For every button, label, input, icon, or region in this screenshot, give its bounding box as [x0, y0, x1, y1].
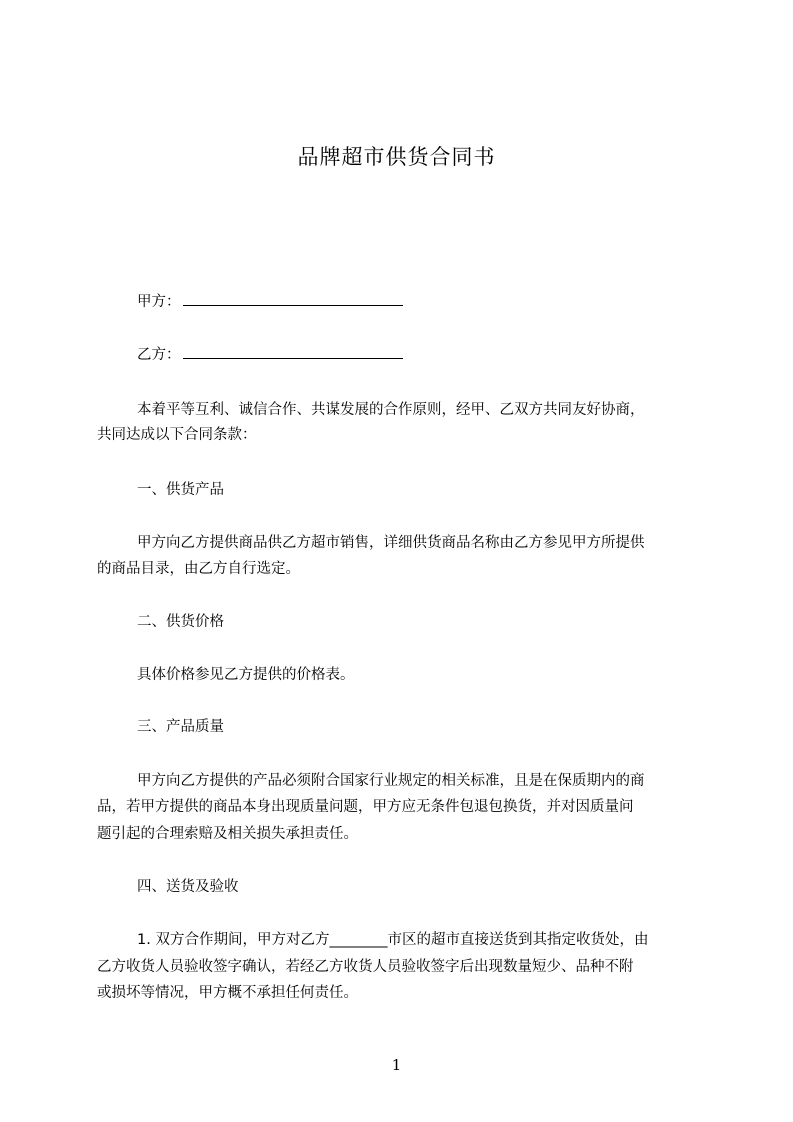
section-heading-product-quality: 三、产品质量: [137, 719, 224, 735]
intro-line-1: 本着平等互利、诚信合作、共谋发展的合作原则，经甲、乙双方共同友好协商，: [137, 402, 645, 418]
section-1-line-2: 的商品目录，由乙方自行选定。: [97, 561, 300, 577]
section-2-line-1: 具体价格参见乙方提供的价格表。: [137, 667, 355, 683]
section-3-line-2: 品，若甲方提供的商品本身出现质量问题，甲方应无条件包退包换货，并对因质量问: [97, 799, 634, 815]
party-a-label: 甲方：: [137, 294, 181, 310]
party-b-blank: [183, 344, 403, 359]
party-a-blank: [183, 291, 403, 306]
section-4-line-2: 乙方收货人员验收签字确认，若经乙方收货人员验收签字后出现数量短少、品种不附: [97, 959, 634, 975]
party-a-line: [137, 291, 742, 312]
party-b-label: 乙方：: [137, 347, 181, 363]
section-1-line-1: 甲方向乙方提供商品供乙方超市销售，详细供货商品名称由乙方参见甲方所提供: [137, 535, 645, 551]
intro-line-2: 共同达成以下合同条款：: [97, 427, 257, 443]
section-3-line-3: 题引起的合理索赔及相关损失承担责任。: [97, 826, 358, 842]
section-4-line-3: 或损坏等情况，甲方概不承担任何责任。: [97, 985, 358, 1001]
section-heading-supply-price: 二、供货价格: [137, 614, 224, 630]
section-4-line-1: 1. 双方合作期间，甲方对乙方________市区的超市直接送货到其指定收货处，由: [137, 932, 649, 948]
section-heading-delivery-acceptance: 四、送货及验收: [137, 879, 239, 895]
party-b-line: [137, 344, 742, 365]
section-heading-supply-products: 一、供货产品: [137, 482, 224, 498]
document-title: 品牌超市供货合同书: [297, 145, 496, 169]
section-3-line-1: 甲方向乙方提供的产品必须附合国家行业规定的相关标准，且是在保质期内的商: [137, 773, 645, 789]
page-number: 1: [391, 1056, 402, 1074]
